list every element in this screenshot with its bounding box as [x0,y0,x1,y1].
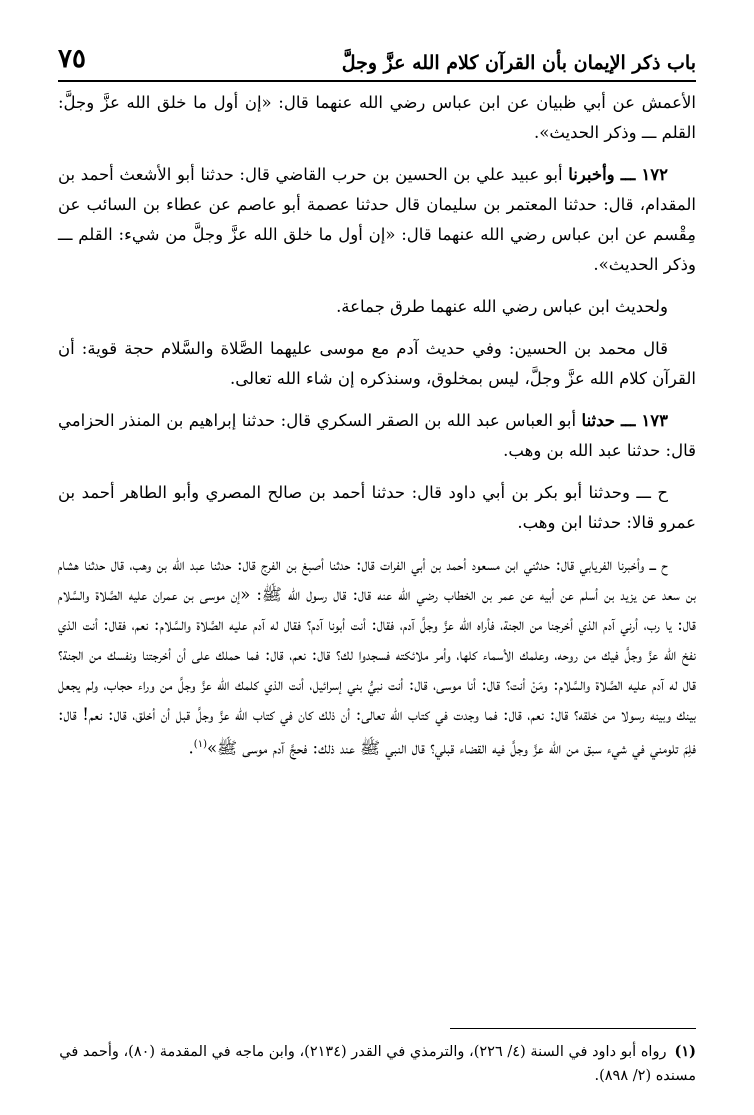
footnote [58,1040,696,1088]
paragraph: ح ـــ وأخبرنا الفريابي قال: حدثني ابن مسعود أحمد بن أبي الفرات قال: حدثنا أصبغ بن الفرج قال: حدثنا عبد الله بن وهب، قال حدثنا هشام بن سعد عن يزيد بن أسلم عن أبيه عن عمر بن الخطاب رضي الله عنه قال: قال رسول الله ﷺ: «إن موسى بن عمران عليه الصَّلاة والسَّلام قال: يا رب، أرني آدم الذي أخرجنا من الجنة، فأراه الله عزَّ وجلَّ آدم، فقال: أنت أبونا آدم؟ فقال له آدم عليه الصَّلاة والسَّلام: نعم، فقال: أنت الذي نفخ الله عزَّ وجلَّ فيك من روحه، وعلمك الأسماء كلها، وأمر ملائكته فسجدوا لك؟ قال: نعم، قال: فما حملك على أن أخرجتنا ونفسك من الجنة؟ قال له آدم عليه الصَّلاة والسَّلام: ومَنْ أنت؟ قال: أنا موسى، قال: أنت نبيُّ بني إسرائيل، أنت الذي كلمك الله عزَّ وجلَّ من وراء حجاب، ولم يجعل بينك وبينه رسولا من خلقه؟ قال: نعم، قال: فما وجدت في كتاب الله تعالى: أن ذلك كان في كتاب الله عزَّ وجلَّ قبل أن أخلق، قال: نعم! قال: فلِمَ تلومني في شيء سبق من الله عزَّ وجلَّ فيه القضاء قبلي؟ قال النبي ﷺ عند ذلك: فحجَّ آدم موسى ﷺ»$^{(١)}$. [58,555,696,758]
paragraph-text: ولحديث ابن عباس رضي الله عنهما طرق جماعة. [336,297,668,316]
paragraph [58,88,696,148]
page-number: ٧٥ [58,44,86,74]
paragraph-text: ح ـــ وحدثنا أبو بكر بن أبي داود قال: حدثنا أحمد بن صالح المصري وأبو الطاهر أحمد بن عمرو قالا: حدثنا ابن وهب. [58,483,696,532]
paragraph-text: أبو عبيد علي بن الحسين بن حرب القاضي قال: حدثنا أبو الأشعث أحمد بن المقدام، قال: حدثنا المعتمر بن سليمان قال حدثنا عصمة أبو عاصم عن عطاء بن السائب عن مِقْسم عن ابن عباس رضي الله عنهما قال: «إن أول ما خلق الله عزَّ وجلَّ من شيء: القلم ـــ وذكر الحديث». [58,165,696,274]
footnote-marker: (١) [674,1043,696,1060]
hadith-number: ١٧٢ ـــ وأخبرنا [568,165,668,184]
hadith-number: ١٧٣ ـــ حدثنا [581,411,668,430]
hadith-paragraph [58,160,696,280]
page-body [58,88,696,776]
footnote-separator [450,1028,696,1029]
paragraph-text: ح ـــ وأخبرنا الفريابي قال: حدثني ابن مسعود أحمد بن أبي الفرات قال: حدثنا أصبغ بن الفرج قال: حدثنا عبد الله بن وهب، قال حدثنا هشام بن سعد عن يزيد بن أسلم عن أبيه عن عمر بن الخطاب رضي الله عنه قال: قال رسول الله ﷺ: «إن موسى بن عمران عليه الصَّلاة والسَّلام قال: يا رب، أرني آدم الذي أخرجنا من الجنة، فأراه الله عزَّ وجلَّ آدم، فقال: أنت أبونا آدم؟ فقال له آدم عليه الصَّلاة والسَّلام: نعم، فقال: أنت الذي نفخ الله عزَّ وجلَّ فيك من روحه، وعلمك الأسماء كلها، وأمر ملائكته فسجدوا لك؟ قال: نعم، قال: فما حملك على أن أخرجتنا ونفسك من الجنة؟ قال له آدم عليه الصَّلاة والسَّلام: ومَنْ أنت؟ قال: أنا موسى، قال: أنت نبيُّ بني إسرائيل، أنت الذي كلمك الله عزَّ وجلَّ من وراء حجاب، ولم يجعل بينك وبينه رسولا من خلقه؟ قال: نعم، قال: فما وجدت في كتاب الله تعالى: أن ذلك كان في كتاب الله عزَّ وجلَّ قبل أن أخلق، قال: نعم! قال: فلِمَ تلومني في شيء سبق من الله عزَّ وجلَّ فيه القضاء قبلي؟ قال النبي ﷺ عند ذلك: فحجَّ آدم موسى ﷺ» [58,555,696,758]
paragraph [58,292,696,322]
running-title: باب ذكر الإيمان بأن القرآن كلام الله عزَّ وجلَّ [341,52,696,74]
hadith-paragraph [58,406,696,466]
paragraph [58,478,696,538]
page-header [58,40,696,82]
paragraph [58,334,696,394]
paragraph-text: الأعمش عن أبي ظبيان عن ابن عباس رضي الله عنهما قال: «إن أول ما خلق الله عزَّ وجلَّ: القلم ـــ وذكر الحديث». [58,93,697,142]
paragraph-text: قال محمد بن الحسين: وفي حديث آدم مع موسى عليهما الصَّلاة والسَّلام حجة قوية: أن القرآن كلام الله عزَّ وجلَّ، ليس بمخلوق، وسنذكره إن شاء الله تعالى. [58,339,696,388]
paragraph-text: أبو العباس عبد الله بن الصقر السكري قال: حدثنا إبراهيم بن المنذر الحزامي قال: حدثنا عبد الله بن وهب. [58,411,696,460]
footnotes [58,1040,696,1088]
footnote-text: رواه أبو داود في السنة (٤/ ٢٢٦)، والترمذي في القدر (٢١٣٤)، وابن ماجه في المقدمة (٨٠)، وأحمد في مسنده (٢/ ٨٩٨). [59,1044,696,1084]
footnote-reference[interactable]: (١) [193,739,207,750]
